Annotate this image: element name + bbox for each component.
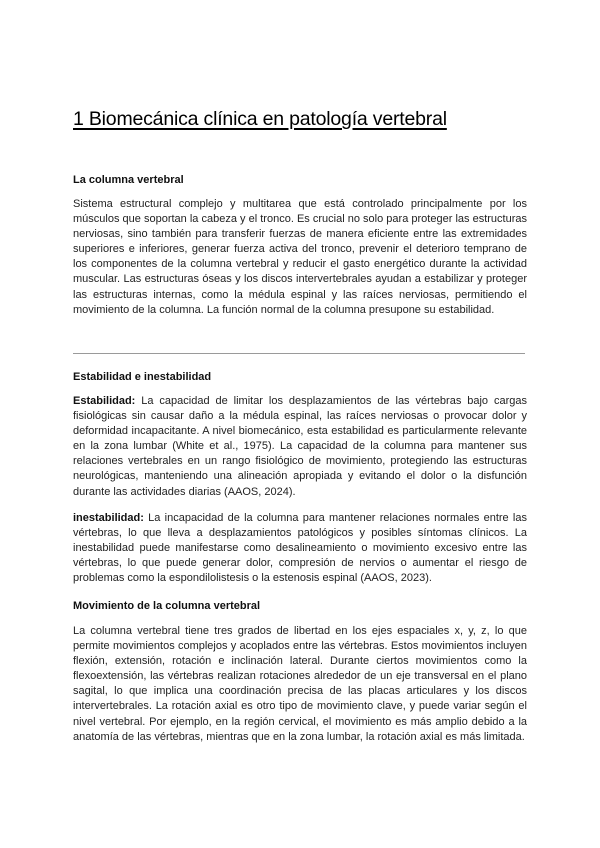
section-heading-columna-vertebral: La columna vertebral bbox=[73, 174, 184, 186]
definition-inestabilidad: La incapacidad de la columna para mantener relaciones normales entre las vértebras, lo que lleva a desplazamientos patológicos y posibles síntomas clínicos. La inestabilidad puede manifestarse como desalineamiento o movimiento excesivo entre las vértebras, lo que puede generar dolor, compresión de nervios o aumentar el riesgo de problemas como la espondilolistesis o la estenosis espinal (AAOS, 2023). bbox=[73, 512, 527, 585]
paragraph-movimiento: La columna vertebral tiene tres grados de libertad en los ejes espaciales x, y, z, lo que permite movimientos complejos y acoplados entre las vértebras. Estos movimientos incluyen flexión, extensión, rotación e inclinación lateral. Durante ciertos movimientos como la flexoextensión, las vértebras realizan rotaciones alrededor de un eje transversal en el plano sagital, lo que implica una coordinación precisa de las placas articulares y los discos intervertebrales. La rotación axial es otro tipo de movimiento clave, y puede variar según el nivel vertebral. Por ejemplo, en la región cervical, el movimiento es más amplio debido a la anatomía de las vértebras, mientras que en la zona lumbar, la rotación axial es más limitada. bbox=[73, 625, 527, 743]
section-heading-movimiento: Movimiento de la columna vertebral bbox=[73, 600, 261, 612]
term-inestabilidad: inestabilidad: bbox=[73, 512, 144, 524]
section-heading-estabilidad: Estabilidad e inestabilidad bbox=[73, 371, 212, 383]
term-estabilidad: Estabilidad: bbox=[73, 395, 136, 407]
page-title: 1 Biomecánica clínica en patología vertebral bbox=[73, 108, 447, 130]
section-divider bbox=[73, 353, 525, 354]
paragraph-estabilidad bbox=[73, 394, 527, 500]
paragraph-columna-vertebral: Sistema estructural complejo y multitarea que está controlado principalmente por los músculos que soportan la cabeza y el tronco. Es crucial no solo para proteger las estructuras nerviosas, sino también para transferir fuerzas de manera eficiente entre las extremidades superiores e inferiores, generar fuerza activa del tronco, prevenir el deterioro temprano de los componentes de la columna vertebral y reducir el gasto energético durante la actividad muscular. Las estructuras óseas y los discos intervertebrales ayudan a estabilizar y proteger las estructuras internas, como la médula espinal y las raíces nerviosas, permitiendo el movimiento de la columna. La función normal de la columna presupone su estabilidad. bbox=[73, 198, 527, 316]
definition-estabilidad: La capacidad de limitar los desplazamientos de las vértebras bajo cargas fisiológicas sin causar daño a la médula espinal, las raíces nerviosas o provocar dolor y deformidad incapacitante. A nivel biomecánico, esta estabilidad es particularmente relevante en la zona lumbar (White et al., 1975). La capacidad de la columna para mantener sus relaciones vertebrales en un rango fisiológico de movimiento, protegiendo las estructuras neurológicas, manteniendo una alineación apropiada y evitando el dolor o la disfunción durante las actividades diarias (AAOS, 2024). bbox=[73, 395, 527, 498]
paragraph-inestabilidad bbox=[73, 511, 527, 586]
